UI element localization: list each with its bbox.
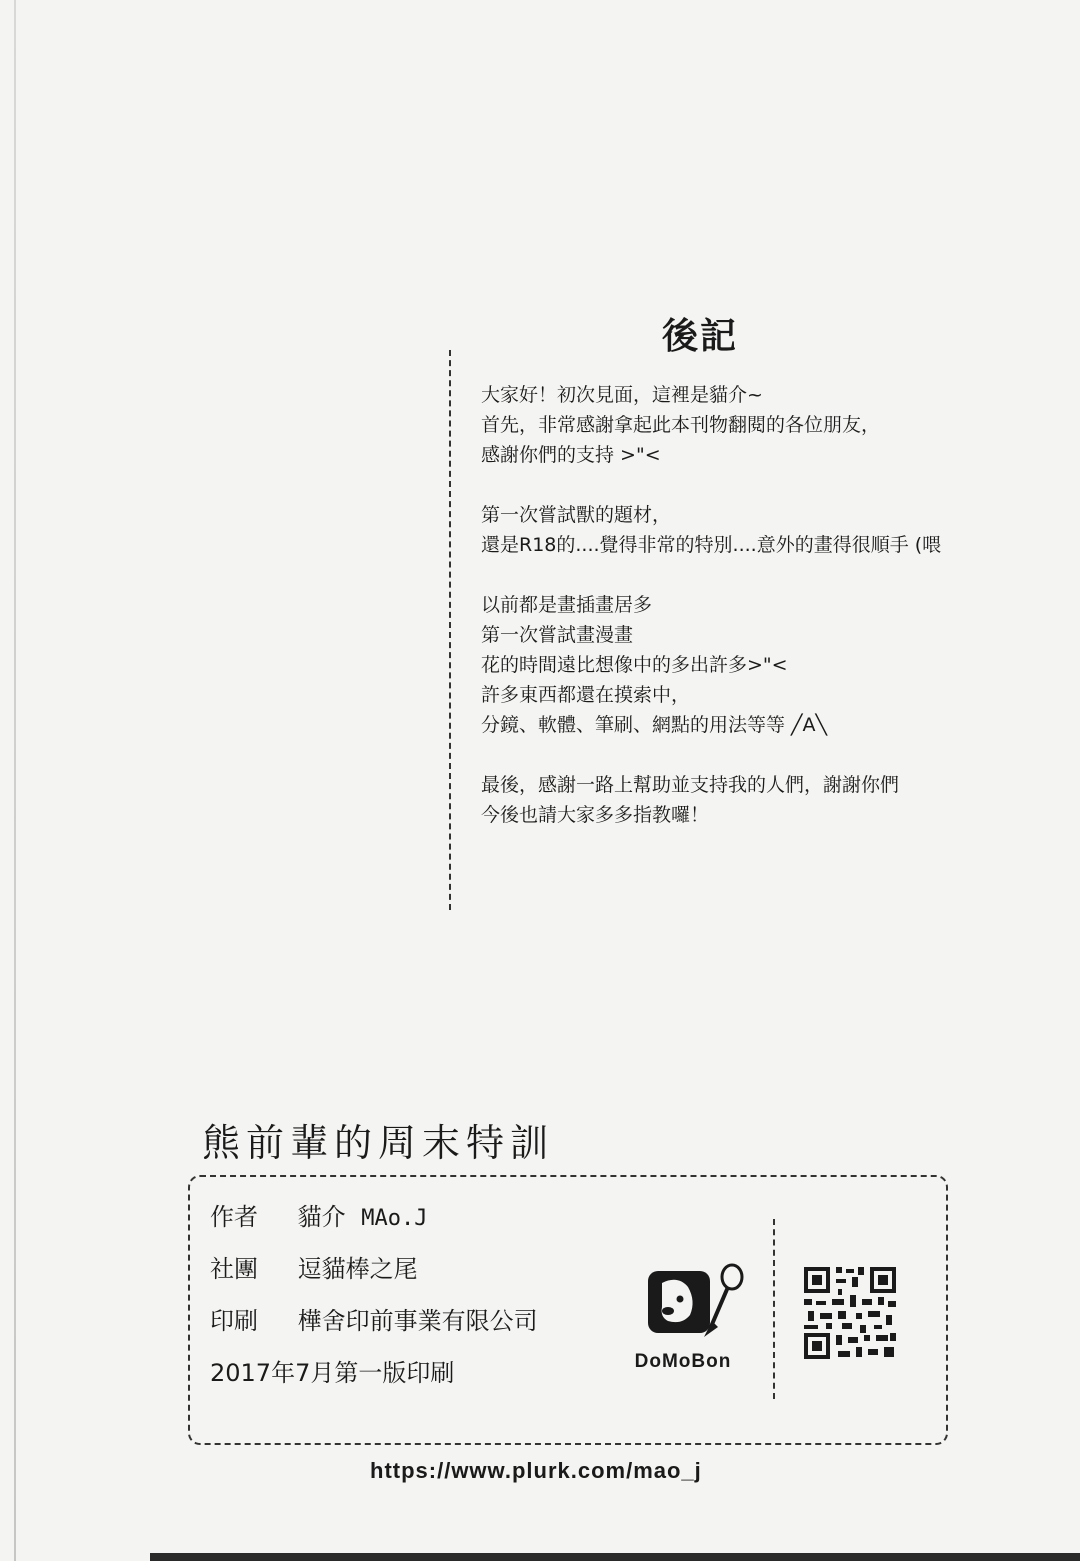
afterword-paragraph: [481, 380, 1041, 470]
printer-label: 印刷: [210, 1307, 258, 1335]
logo-caption: DoMoBon: [634, 1351, 732, 1372]
afterword-line: 以前都是畫插畫居多: [481, 594, 653, 616]
afterword-line: 首先，非常感謝拿起此本刊物翻閱的各位朋友，: [481, 414, 881, 436]
afterword-line: 大家好！初次見面，這裡是貓介~: [481, 384, 763, 406]
plurk-url-link[interactable]: https://www.plurk.com/mao_j: [370, 1458, 702, 1483]
afterword-paragraph: [481, 770, 1041, 830]
edition-text: 2017年7月第一版印刷: [210, 1359, 455, 1387]
circle-name: 逗貓棒之尾: [297, 1255, 418, 1283]
page-edge: [14, 0, 16, 1561]
afterword-line: 最後，感謝一路上幫助並支持我的人們，謝謝你們: [481, 774, 900, 796]
book-title: 熊前輩的周末特訓: [202, 1121, 555, 1165]
colophon-divider: [773, 1219, 775, 1399]
afterword-line: 第一次嘗試畫漫畫: [481, 624, 634, 646]
qr-code-icon: [802, 1265, 898, 1361]
afterword-paragraph: [481, 500, 1041, 560]
afterword-paragraph: [481, 590, 1041, 740]
edition-row: [210, 1353, 454, 1388]
author-row: [210, 1197, 428, 1232]
printer-name: 樺舍印前事業有限公司: [297, 1307, 538, 1335]
afterword-line: 分鏡、軟體、筆刷、網點的用法等等 ╱A╲: [481, 714, 827, 736]
author-pen-name: MAo.J: [361, 1206, 428, 1231]
afterword-line: 許多東西都還在摸索中，: [481, 684, 691, 706]
afterword-line: 花的時間遠比想像中的多出許多>"<: [481, 654, 788, 676]
afterword-body: [481, 380, 1041, 860]
dog-pen-logo-icon: [618, 1257, 748, 1349]
afterword-divider: [449, 350, 451, 910]
author-label: 作者: [210, 1203, 258, 1231]
printer-row: [210, 1301, 538, 1336]
circle-label: 社團: [210, 1255, 258, 1283]
afterword-line: 感謝你們的支持 >"<: [481, 444, 661, 466]
afterword-line: 還是R18的....覺得非常的特別....意外的畫得很順手 (喂: [481, 534, 942, 556]
colophon-box: [188, 1175, 948, 1445]
scan-edge-strip: [150, 1553, 1080, 1561]
afterword-title: 後記: [661, 316, 738, 357]
author-name: 貓介: [297, 1203, 346, 1231]
circle-row: [210, 1249, 418, 1284]
afterword-line: 第一次嘗試獸的題材，: [481, 504, 672, 526]
afterword-line: 今後也請大家多多指教囉！: [481, 804, 710, 826]
domobon-logo: [618, 1257, 748, 1372]
